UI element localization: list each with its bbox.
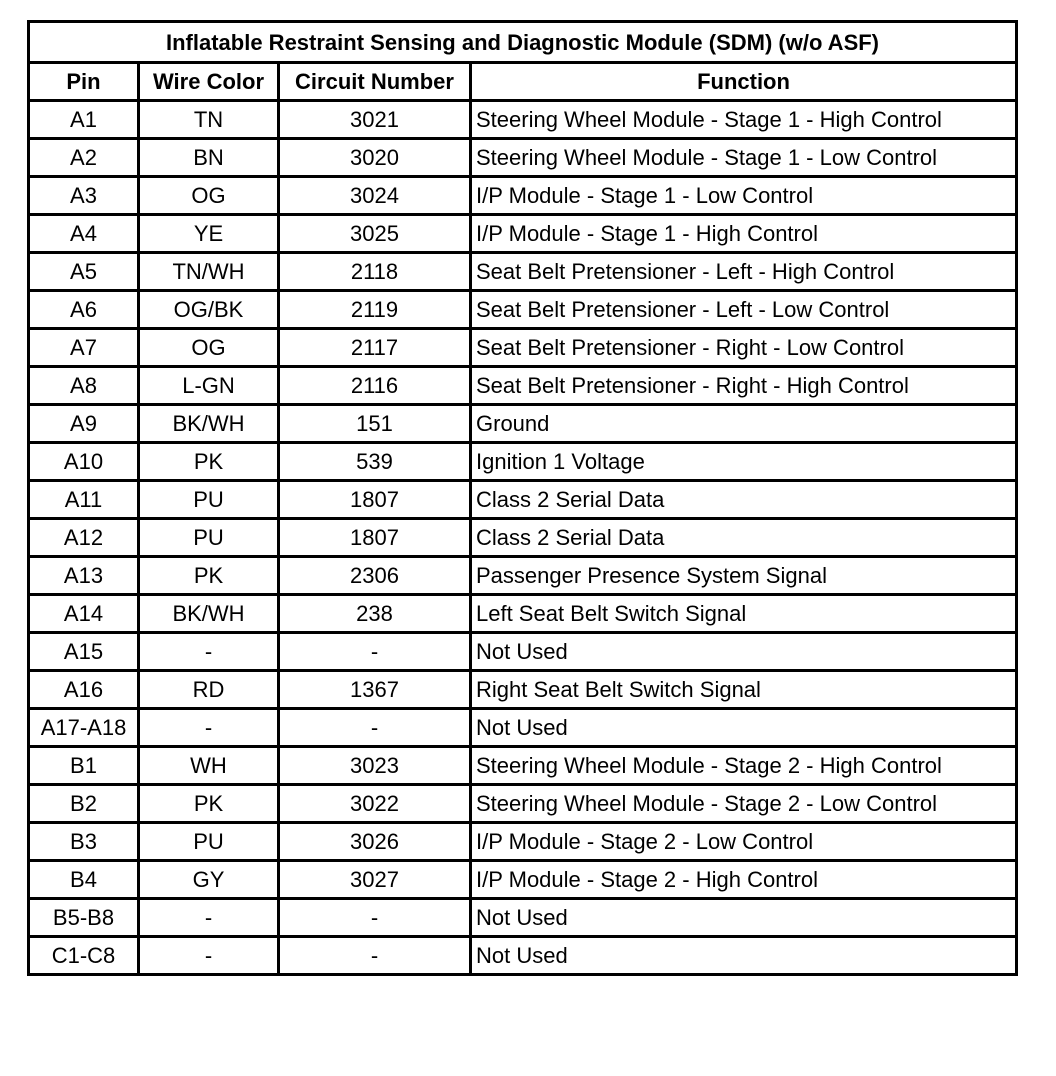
circuit-number-cell: - xyxy=(279,899,471,937)
circuit-number-cell: 3026 xyxy=(279,823,471,861)
table-row xyxy=(29,595,1017,633)
wire-color-cell: YE xyxy=(139,215,279,253)
table-row xyxy=(29,253,1017,291)
pin-cell: A10 xyxy=(29,443,139,481)
table-row xyxy=(29,481,1017,519)
circuit-number-cell: 3027 xyxy=(279,861,471,899)
wire-color-cell: L-GN xyxy=(139,367,279,405)
circuit-number-cell: - xyxy=(279,633,471,671)
circuit-number-cell: 151 xyxy=(279,405,471,443)
wire-color-cell: - xyxy=(139,899,279,937)
function-cell: Left Seat Belt Switch Signal xyxy=(471,595,1017,633)
wire-color-cell: - xyxy=(139,709,279,747)
pin-cell: A1 xyxy=(29,101,139,139)
wire-color-cell: BK/WH xyxy=(139,405,279,443)
circuit-number-cell: 3025 xyxy=(279,215,471,253)
wire-color-cell: OG xyxy=(139,177,279,215)
pin-cell: A6 xyxy=(29,291,139,329)
table-row xyxy=(29,367,1017,405)
function-cell: I/P Module - Stage 1 - High Control xyxy=(471,215,1017,253)
circuit-number-cell: 238 xyxy=(279,595,471,633)
function-cell: Seat Belt Pretensioner - Left - Low Control xyxy=(471,291,1017,329)
wire-color-cell: RD xyxy=(139,671,279,709)
wire-color-cell: BK/WH xyxy=(139,595,279,633)
wire-color-cell: TN/WH xyxy=(139,253,279,291)
pin-cell: A14 xyxy=(29,595,139,633)
table-title: Inflatable Restraint Sensing and Diagnostic Module (SDM) (w/o ASF) xyxy=(29,22,1017,63)
pin-cell: A4 xyxy=(29,215,139,253)
table-row xyxy=(29,101,1017,139)
function-cell: Not Used xyxy=(471,899,1017,937)
wire-color-cell: GY xyxy=(139,861,279,899)
circuit-number-cell: 3020 xyxy=(279,139,471,177)
table-row xyxy=(29,785,1017,823)
table-row xyxy=(29,899,1017,937)
function-cell: Seat Belt Pretensioner - Right - High Control xyxy=(471,367,1017,405)
wire-color-cell: PK xyxy=(139,785,279,823)
function-cell: Steering Wheel Module - Stage 2 - High Control xyxy=(471,747,1017,785)
wire-color-cell: OG/BK xyxy=(139,291,279,329)
function-cell: Class 2 Serial Data xyxy=(471,519,1017,557)
pin-cell: B5-B8 xyxy=(29,899,139,937)
table-row xyxy=(29,633,1017,671)
pin-cell: A2 xyxy=(29,139,139,177)
pin-cell: C1-C8 xyxy=(29,937,139,975)
pin-cell: A13 xyxy=(29,557,139,595)
header-wire-color: Wire Color xyxy=(139,63,279,101)
function-cell: Class 2 Serial Data xyxy=(471,481,1017,519)
table-row xyxy=(29,291,1017,329)
pin-cell: A9 xyxy=(29,405,139,443)
function-cell: Passenger Presence System Signal xyxy=(471,557,1017,595)
table-row xyxy=(29,861,1017,899)
table-row xyxy=(29,557,1017,595)
pin-cell: A3 xyxy=(29,177,139,215)
table-row xyxy=(29,405,1017,443)
circuit-number-cell: 3021 xyxy=(279,101,471,139)
function-cell: Not Used xyxy=(471,633,1017,671)
circuit-number-cell: 2119 xyxy=(279,291,471,329)
table-row xyxy=(29,823,1017,861)
circuit-number-cell: 2116 xyxy=(279,367,471,405)
circuit-number-cell: 3022 xyxy=(279,785,471,823)
function-cell: Steering Wheel Module - Stage 2 - Low Control xyxy=(471,785,1017,823)
pin-cell: A5 xyxy=(29,253,139,291)
function-cell: I/P Module - Stage 2 - High Control xyxy=(471,861,1017,899)
table-row xyxy=(29,443,1017,481)
wire-color-cell: - xyxy=(139,937,279,975)
pin-cell: A17-A18 xyxy=(29,709,139,747)
function-cell: Seat Belt Pretensioner - Right - Low Control xyxy=(471,329,1017,367)
sdm-pinout-table xyxy=(27,20,1018,976)
circuit-number-cell: 1807 xyxy=(279,519,471,557)
wire-color-cell: PK xyxy=(139,443,279,481)
wire-color-cell: TN xyxy=(139,101,279,139)
pin-cell: A8 xyxy=(29,367,139,405)
table-body xyxy=(29,101,1017,975)
pin-cell: A15 xyxy=(29,633,139,671)
pin-cell: B3 xyxy=(29,823,139,861)
table-title-row xyxy=(29,22,1017,63)
table-row xyxy=(29,747,1017,785)
circuit-number-cell: 3024 xyxy=(279,177,471,215)
wire-color-cell: PU xyxy=(139,823,279,861)
pin-cell: A11 xyxy=(29,481,139,519)
function-cell: Right Seat Belt Switch Signal xyxy=(471,671,1017,709)
pin-cell: B1 xyxy=(29,747,139,785)
function-cell: Steering Wheel Module - Stage 1 - Low Control xyxy=(471,139,1017,177)
table-row xyxy=(29,937,1017,975)
pin-cell: A12 xyxy=(29,519,139,557)
function-cell: Ground xyxy=(471,405,1017,443)
function-cell: Ignition 1 Voltage xyxy=(471,443,1017,481)
circuit-number-cell: 2306 xyxy=(279,557,471,595)
circuit-number-cell: - xyxy=(279,937,471,975)
circuit-number-cell: 539 xyxy=(279,443,471,481)
table-row xyxy=(29,177,1017,215)
pin-cell: A7 xyxy=(29,329,139,367)
table-row xyxy=(29,519,1017,557)
table-row xyxy=(29,329,1017,367)
table-row xyxy=(29,215,1017,253)
table-row xyxy=(29,671,1017,709)
wire-color-cell: PU xyxy=(139,481,279,519)
header-pin: Pin xyxy=(29,63,139,101)
wire-color-cell: BN xyxy=(139,139,279,177)
function-cell: Seat Belt Pretensioner - Left - High Control xyxy=(471,253,1017,291)
wire-color-cell: WH xyxy=(139,747,279,785)
circuit-number-cell: 3023 xyxy=(279,747,471,785)
circuit-number-cell: 2118 xyxy=(279,253,471,291)
table-header-row xyxy=(29,63,1017,101)
wire-color-cell: PU xyxy=(139,519,279,557)
circuit-number-cell: 1367 xyxy=(279,671,471,709)
header-circuit-number: Circuit Number xyxy=(279,63,471,101)
pin-cell: B4 xyxy=(29,861,139,899)
table-row xyxy=(29,709,1017,747)
function-cell: Steering Wheel Module - Stage 1 - High Control xyxy=(471,101,1017,139)
function-cell: Not Used xyxy=(471,937,1017,975)
wire-color-cell: PK xyxy=(139,557,279,595)
circuit-number-cell: 1807 xyxy=(279,481,471,519)
wire-color-cell: - xyxy=(139,633,279,671)
pin-cell: A16 xyxy=(29,671,139,709)
wire-color-cell: OG xyxy=(139,329,279,367)
function-cell: I/P Module - Stage 2 - Low Control xyxy=(471,823,1017,861)
header-function: Function xyxy=(471,63,1017,101)
circuit-number-cell: - xyxy=(279,709,471,747)
function-cell: Not Used xyxy=(471,709,1017,747)
circuit-number-cell: 2117 xyxy=(279,329,471,367)
pin-cell: B2 xyxy=(29,785,139,823)
function-cell: I/P Module - Stage 1 - Low Control xyxy=(471,177,1017,215)
table-row xyxy=(29,139,1017,177)
